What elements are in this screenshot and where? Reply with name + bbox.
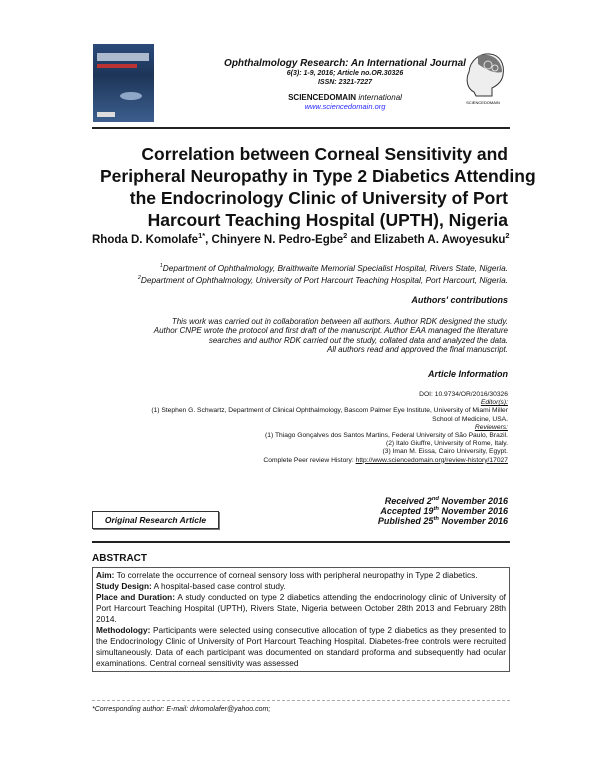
issn: ISSN: 2321-7227 (317, 79, 373, 86)
journal-name: Ophthalmology Research: An International Journal (224, 58, 466, 69)
abstract-box: Aim: To correlate the occurrence of corneal sensory loss with peripheral neuropathy in Type 2 diabetics. Study Design: A hospital-based case control study. Place and Duration: A study conducted on type 2 diabetics attending the endocrinology clinic of University of Port Harcourt Teaching Hospital (UPTH), Rivers State, Nigeria between October 28th 2013 and February 28th 2014. Methodology: Participants were selected using consecutive allocation of type 2 diabetics as they presented to the Endocrinology Clinic of University of Port Harcourt Teaching Hospital. Diabetes-free controls were recruited simultaneously. Data of each participant was documented on standard proforma and subsequently had ocular examinations. Central corneal sensitivity was assessed (92, 567, 510, 672)
abstract-heading: ABSTRACT (92, 553, 147, 564)
author-list: Rhoda D. Komolafe$^{1*}$, Chinyere N. Pedro-Egbe$^2$ and Elizabeth A. Awoyesuku$^2$ (92, 231, 510, 246)
section-rule (92, 541, 510, 543)
header-rule (92, 127, 510, 129)
article-info: DOI: 10.9734/OR/2016/30326 Editor(s): (1) Stephen G. Schwartz, Department of Clinical Ophthalmology, Bascom Palmer Eye Institute, University of Miami Miller School of Medicine, USA. Reviewers: (1) Thiago Gonçalves dos Santos Martins, Federal University of São Paulo, Brazil. (2) Italo Giuffre, University of Rome, Italy. (3) Iman M. Eissa, Cairo University, Egypt. Complete Peer review History: http://www.sciencedomain.org/review-history/17027 (92, 391, 508, 465)
doi: DOI: 10.9734/OR/2016/30326 (419, 391, 508, 398)
contributions-text: This work was carried out in collaboration between all authors. Author RDK designed the study. Author CNPE wrote the protocol and first draft of the manuscript. Author EAA managed the literature searches and author RDK carried out the study, collated data and analyzed the data. All authors read and approved the final manuscript. (153, 317, 508, 354)
journal-cover-image (93, 44, 154, 122)
sciencedomain-logo (460, 48, 506, 106)
citation: 6(3): 1-9, 2016; Article no.OR.30326 (286, 70, 404, 77)
contributions-heading: Authors' contributions (411, 295, 508, 305)
review-history-link[interactable]: http://www.sciencedomain.org/review-history/17027 (355, 456, 508, 464)
affiliations: $^1$Department of Ophthalmology, Braithwaite Memorial Specialist Hospital, Rivers State, Nigeria. $^2$Department of Ophthalmology, University of Port Harcourt Teaching Hospital, Port Harcourt, Nigeria. (137, 263, 508, 285)
article-type-badge: Original Research Article (92, 511, 219, 529)
svg-text:SCIENCEDOMAIN: SCIENCEDOMAIN (466, 100, 500, 105)
corresponding-author-footnote: *Corresponding author: E-mail: drkomolafer@yahoo.com; (92, 706, 271, 713)
paper-title: Correlation between Corneal Sensitivity and Peripheral Neuropathy in Type 2 Diabetics Attending the Endocrinology Clinic of University of Port Harcourt Teaching Hospital (UPTH), Nigeria (100, 144, 536, 230)
publisher: SCIENCEDOMAIN international (288, 93, 402, 102)
article-info-heading: Article Information (427, 369, 508, 379)
footnote-divider (92, 700, 510, 701)
publication-dates: Received 2nd November 2016 Accepted 19th November 2016 Published 25th November 2016 (377, 496, 508, 526)
publisher-url[interactable]: www.sciencedomain.org (304, 102, 386, 111)
